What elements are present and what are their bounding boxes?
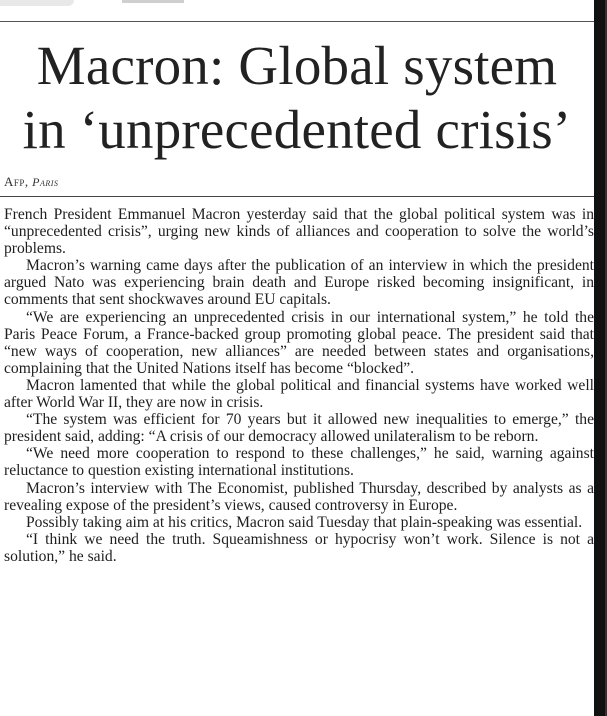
headline-line-1: Macron: Global system [36,35,558,96]
paragraph: Macron’s interview with The Economist, published Thursday, described by analysts as a revealing expose of the president’s views, caused controversy in Europe. [4,479,594,514]
top-divider [0,21,594,22]
article-body [4,206,594,565]
headline [0,34,594,162]
paragraph: “The system was efficient for 70 years but it allowed new inequalities to emerge,” the president said, adding: “A crisis of our democracy allowed unilateralism to be reborn. [4,411,594,446]
paragraph: Possibly taking aim at his critics, Macron said Tuesday that plain-speaking was essential. [26,513,583,531]
paragraph: Macron lamented that while the global political and financial systems have worked well after World War II, they are now in crisis. [4,376,594,412]
clipped-page-fragment [122,0,184,3]
paragraph: “We are experiencing an unprecedented crisis in our international system,” he told the Paris Peace Forum, a France-backed group promoting global peace. The president said that “new ways of cooperation, new alliances” are needed between states and organisations, complaining that the United Nations itself has become “blocked”. [4,308,594,377]
byline-place: Paris [32,175,59,189]
byline [4,174,58,190]
paragraph: “I think we need the truth. Squeamishness or hypocrisy won’t work. Silence is not a solution,” he said. [4,530,594,565]
paragraph: Macron’s warning came days after the publication of an interview in which the president argued Nato was experiencing brain death and Europe risked becoming insignificant, in comments that sent shockwaves around EU capitals. [4,257,594,309]
byline-agency: Afp, [4,174,29,189]
headline-line-2: in ‘unprecedented crisis’ [22,99,572,160]
paragraph: “We need more cooperation to respond to these challenges,” he said, warning against reluctance to question existing international institutions. [4,445,594,480]
paragraph: French President Emmanuel Macron yesterday said that the global political system was in “unprecedented crisis”, urging new kinds of alliances and cooperation to solve the world’s problems. [4,206,594,258]
clipped-page-fragment [0,0,74,6]
byline-divider [0,196,594,197]
